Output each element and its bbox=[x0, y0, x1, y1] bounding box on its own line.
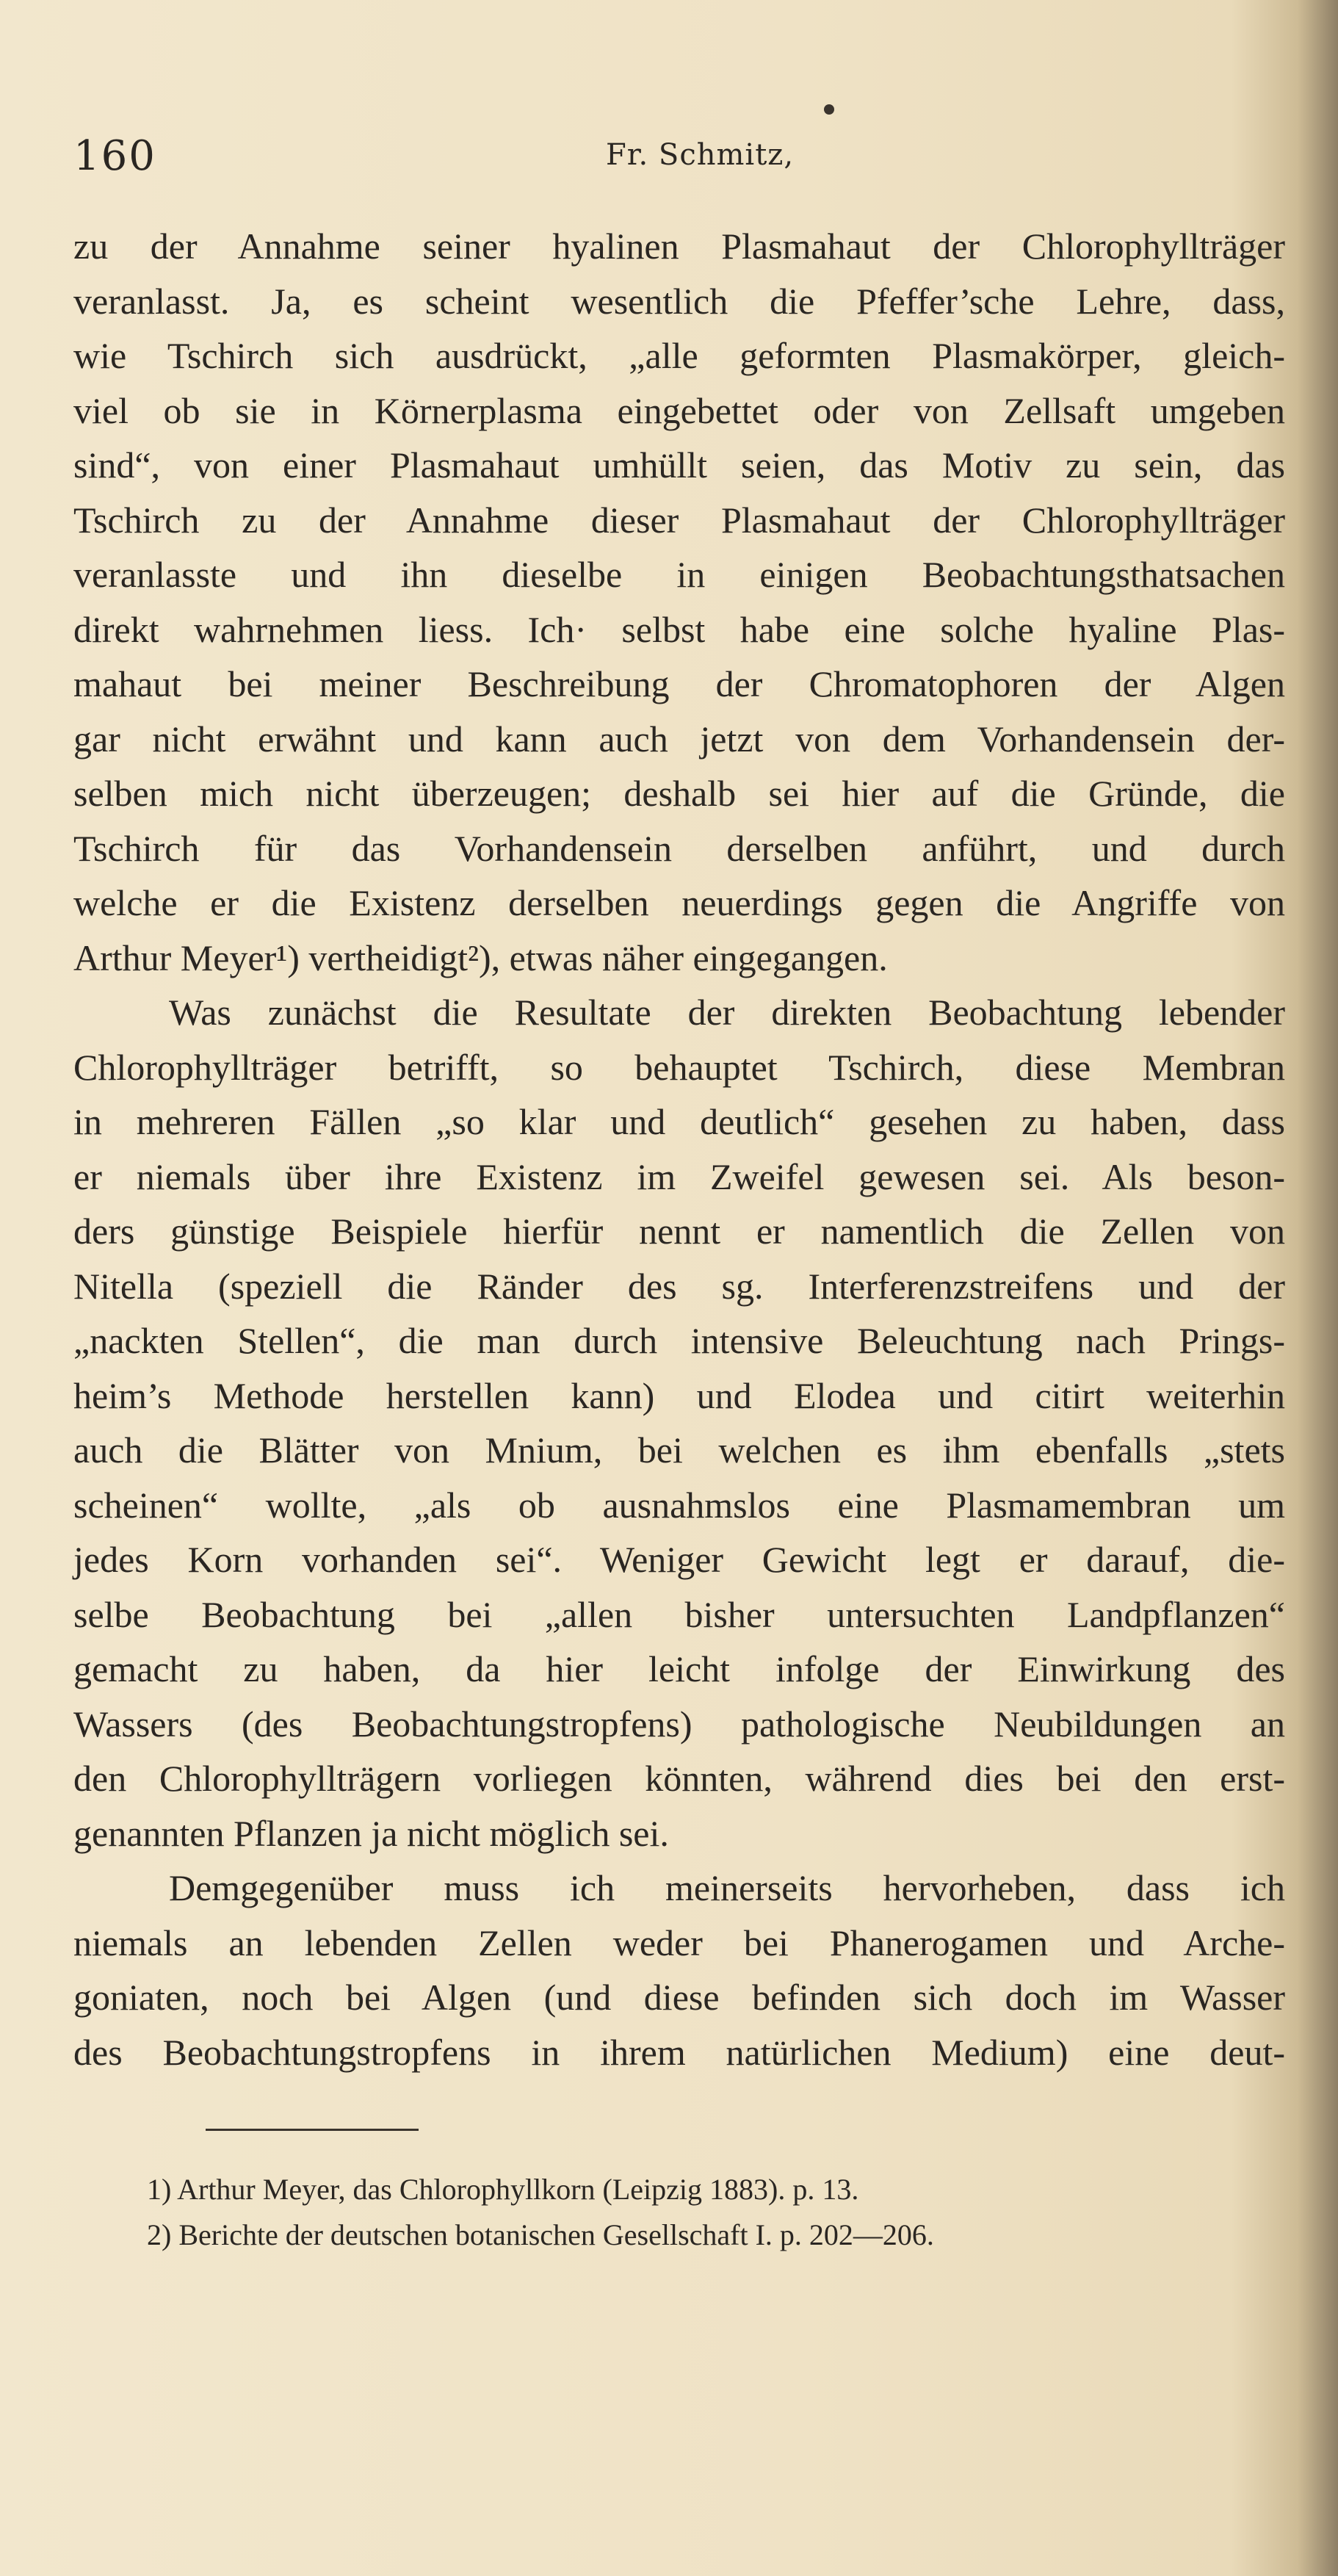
text-line: veranlasste und ihn dieselbe in einigen Beobachtungsthatsachen bbox=[73, 554, 1285, 595]
footnote: 1) Arthur Meyer, das Chlorophyllkorn (Leipzig 1883). p. 13. bbox=[147, 2173, 859, 2206]
text-line: des Beobachtungstropfens in ihrem natürlichen Medium) eine deut- bbox=[73, 2031, 1285, 2073]
text-line: niemals an lebenden Zellen weder bei Phanerogamen und Arche- bbox=[73, 1922, 1285, 1963]
text-line: genannten Pflanzen ja nicht möglich sei. bbox=[73, 1812, 669, 1854]
paragraph-start-line: Demgegenüber muss ich meinerseits hervorheben, dass ich bbox=[169, 1867, 1285, 1908]
text-line: heim’s Methode herstellen kann) und Elodea und citirt weiterhin bbox=[73, 1374, 1285, 1416]
text-line: in mehreren Fällen „so klar und deutlich“ gesehen zu haben, dass bbox=[73, 1101, 1285, 1142]
text-line: zu der Annahme seiner hyalinen Plasmahaut der Chlorophyllträger bbox=[73, 226, 1285, 267]
paragraph-start-line: Was zunächst die Resultate der direkten Beobachtung lebender bbox=[169, 992, 1285, 1033]
text-line: mahaut bei meiner Beschreibung der Chromatophoren der Algen bbox=[73, 663, 1285, 704]
text-line: Tschirch für das Vorhandensein derselben anführt, und durch bbox=[73, 827, 1285, 869]
text-line: er niemals über ihre Existenz im Zweifel gewesen sei. Als beson- bbox=[73, 1155, 1285, 1197]
footnote-divider bbox=[206, 2129, 419, 2131]
text-line: ders günstige Beispiele hierfür nennt er namentlich die Zellen von bbox=[73, 1211, 1285, 1252]
page-number: 160 bbox=[73, 132, 156, 180]
text-line: auch die Blätter von Mnium, bei welchen es ihm ebenfalls „stets bbox=[73, 1429, 1285, 1471]
text-line: Tschirch zu der Annahme dieser Plasmahaut der Chlorophyllträger bbox=[73, 499, 1285, 541]
text-line: Chlorophyllträger betrifft, so behauptet Tschirch, diese Membran bbox=[73, 1046, 1285, 1088]
footnote: 2) Berichte der deutschen botanischen Gesellschaft I. p. 202—206. bbox=[147, 2218, 934, 2251]
footnotes bbox=[147, 2167, 1248, 2258]
text-line: gemacht zu haben, da hier leicht infolge der Einwirkung des bbox=[73, 1648, 1285, 1689]
ink-speck bbox=[824, 104, 834, 115]
text-line: selben mich nicht überzeugen; deshalb sei hier auf die Gründe, die bbox=[73, 773, 1285, 814]
text-line: goniaten, noch bei Algen (und diese befinden sich doch im Wasser bbox=[73, 1977, 1285, 2018]
text-line: selbe Beobachtung bei „allen bisher untersuchten Landpflanzen“ bbox=[73, 1593, 1285, 1635]
text-line: Wassers (des Beobachtungstropfens) pathologische Neubildungen an bbox=[73, 1703, 1285, 1745]
body-text bbox=[73, 219, 1285, 2079]
text-line: scheinen“ wollte, „als ob ausnahmslos eine Plasmamembran um bbox=[73, 1484, 1285, 1526]
text-line: wie Tschirch sich ausdrückt, „alle geformten Plasmakörper, gleich- bbox=[73, 335, 1285, 376]
running-head: Fr. Schmitz, bbox=[606, 138, 795, 172]
page-header bbox=[73, 132, 1285, 184]
text-line: den Chlorophyllträgern vorliegen könnten, während dies bei den erst- bbox=[73, 1758, 1285, 1799]
text-line: veranlasst. Ja, es scheint wesentlich die Pfeffer’sche Lehre, dass, bbox=[73, 280, 1285, 322]
text-line: Nitella (speziell die Ränder des sg. Interferenzstreifens und der bbox=[73, 1265, 1285, 1307]
text-line: sind“, von einer Plasmahaut umhüllt seien, das Motiv zu sein, das bbox=[73, 444, 1285, 486]
text-line: jedes Korn vorhanden sei“. Weniger Gewicht legt er darauf, die- bbox=[73, 1539, 1285, 1580]
text-line: „nackten Stellen“, die man durch intensive Beleuchtung nach Prings- bbox=[73, 1320, 1285, 1361]
text-line: Arthur Meyer¹) vertheidigt²), etwas näher eingegangen. bbox=[73, 937, 888, 978]
text-line: viel ob sie in Körnerplasma eingebettet oder von Zellsaft umgeben bbox=[73, 389, 1285, 431]
text-line: direkt wahrnehmen liess. Ich· selbst habe eine solche hyaline Plas- bbox=[73, 608, 1285, 650]
text-line: gar nicht erwähnt und kann auch jetzt von dem Vorhandensein der- bbox=[73, 718, 1285, 760]
text-line: welche er die Existenz derselben neuerdings gegen die Angriffe von bbox=[73, 882, 1285, 923]
